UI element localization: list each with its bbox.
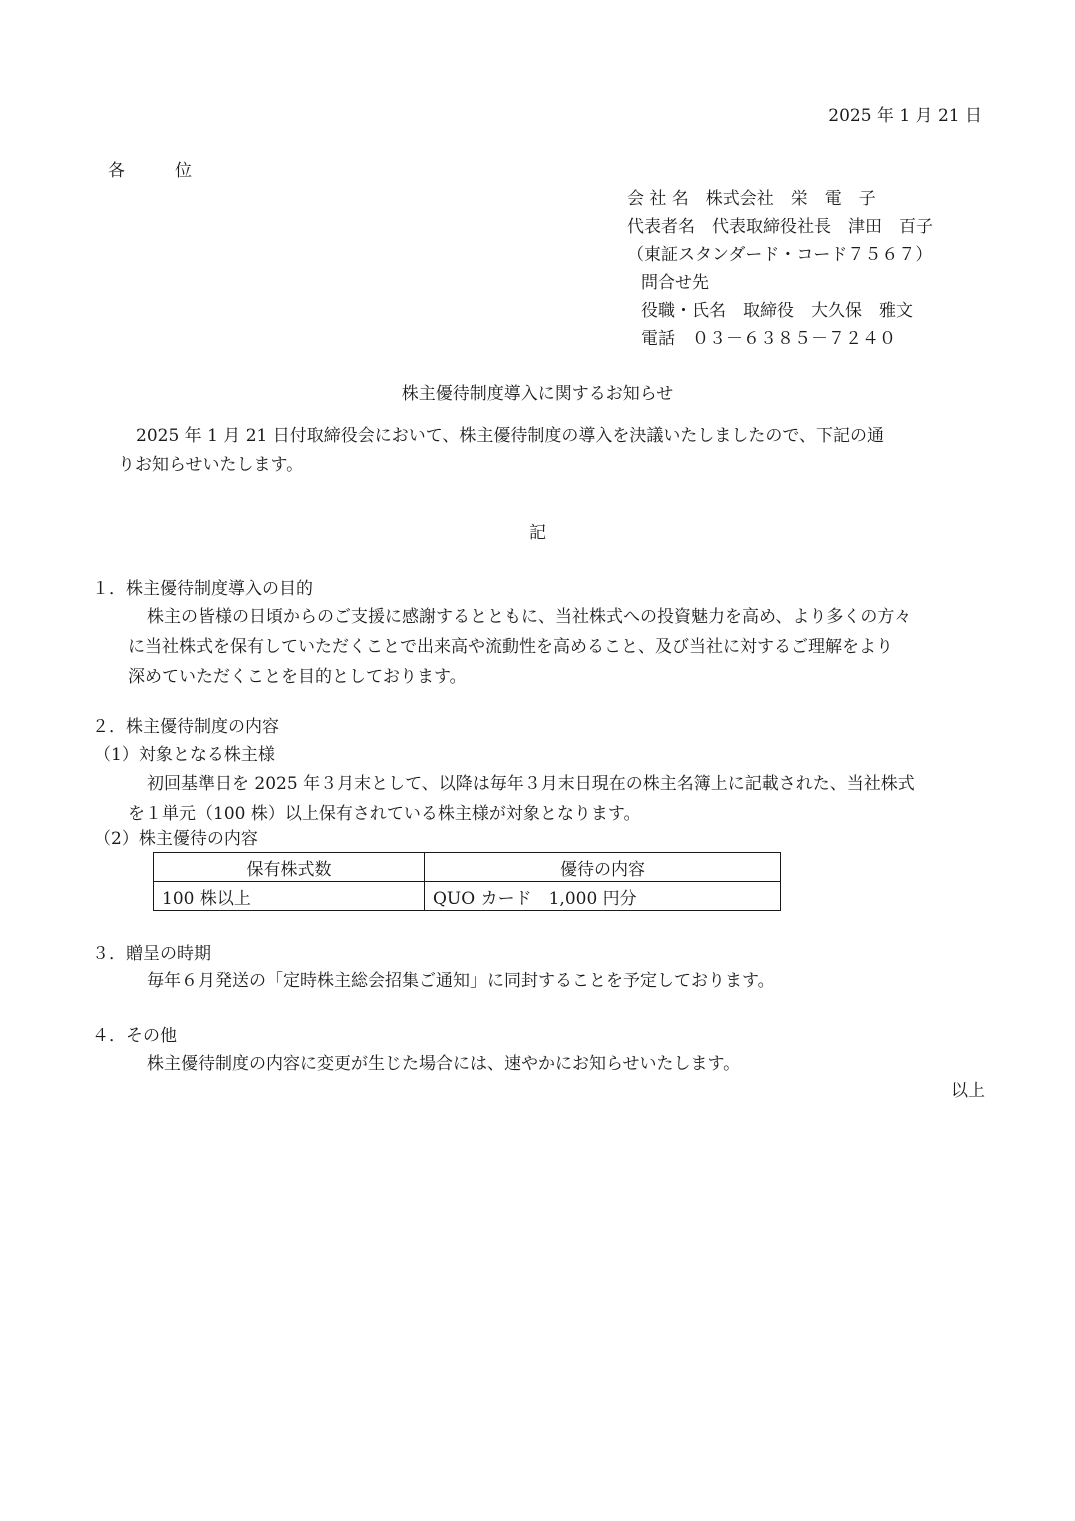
section-2-sub-1-body <box>128 769 990 829</box>
table-header-cell: 保有株式数 <box>154 853 425 882</box>
section-1-heading: １．株主優待制度導入の目的 <box>92 579 313 599</box>
company-name: 会 社 名 株式会社 栄 電 子 <box>627 189 876 209</box>
contact-phone: 電話 ０３－６３８５－７２４０ <box>641 329 896 349</box>
addressee <box>108 157 194 185</box>
table-cell: 100 株以上 <box>154 882 425 911</box>
section-4-line-1: 株主優待制度の内容に変更が生じた場合には、速やかにお知らせいたします。 <box>147 1054 741 1074</box>
closing-mark: 以上 <box>951 1081 985 1101</box>
table-row <box>154 882 781 911</box>
section-1-line-2: に当社株式を保有していただくことで出来高や流動性を高めること、及び当社に対するご理解をより <box>128 637 893 657</box>
intro-line-2: りお知らせいたします。 <box>118 455 304 475</box>
section-1-line-1: 株主の皆様の日頃からのご支援に感謝するとともに、当社株式への投資魅力を高め、より多くの方々 <box>147 607 912 627</box>
sender-block <box>627 185 933 353</box>
addressee-part-2: 位 <box>175 161 194 181</box>
intro-line-1: 2025 年 1 月 21 日付取締役会において、株主優待制度の導入を決議いたしましたので、下記の通 <box>136 426 885 446</box>
document-title: 株主優待制度導入に関するお知らせ <box>401 384 674 404</box>
section-1-line-3: 深めていただくことを目的としております。 <box>128 667 467 687</box>
addressee-part-1: 各 <box>108 161 127 181</box>
section-2-sub-2: （2）株主優待の内容 <box>94 829 258 849</box>
issue-date: 2025 年 1 月 21 日 <box>828 106 982 126</box>
table-header-cell: 優待の内容 <box>425 853 781 882</box>
intro-paragraph <box>118 422 988 480</box>
section-3-body <box>128 966 990 996</box>
section-2-sub-1-line-2: を１単元（100 株）以上保有されている株主様が対象となります。 <box>128 804 641 824</box>
contact-person: 役職・氏名 取締役 大久保 雅文 <box>641 301 913 321</box>
section-3-line-1: 毎年６月発送の「定時株主総会招集ご通知」に同封することを予定しております。 <box>147 971 775 991</box>
section-2-sub-1-line-1: 初回基準日を 2025 年３月末として、以降は毎年３月末日現在の株主名簿上に記載された、当社株式 <box>147 774 915 794</box>
section-2-sub-1: （1）対象となる株主様 <box>94 745 275 765</box>
section-1-body <box>128 602 990 692</box>
table-cell: QUO カード 1,000 円分 <box>425 882 781 911</box>
representative: 代表者名 代表取締役社長 津田 百子 <box>627 217 933 237</box>
stock-code: （東証スタンダード・コード７５６７） <box>627 245 933 265</box>
ki-marker: 記 <box>529 523 546 543</box>
section-2-heading: ２．株主優待制度の内容 <box>92 717 279 737</box>
section-3-heading: ３．贈呈の時期 <box>92 944 211 964</box>
table-header-row <box>154 853 781 882</box>
section-4-heading: ４．その他 <box>92 1026 177 1046</box>
benefit-table <box>153 852 781 911</box>
section-4-body <box>128 1049 990 1079</box>
contact-label: 問合せ先 <box>641 273 709 293</box>
